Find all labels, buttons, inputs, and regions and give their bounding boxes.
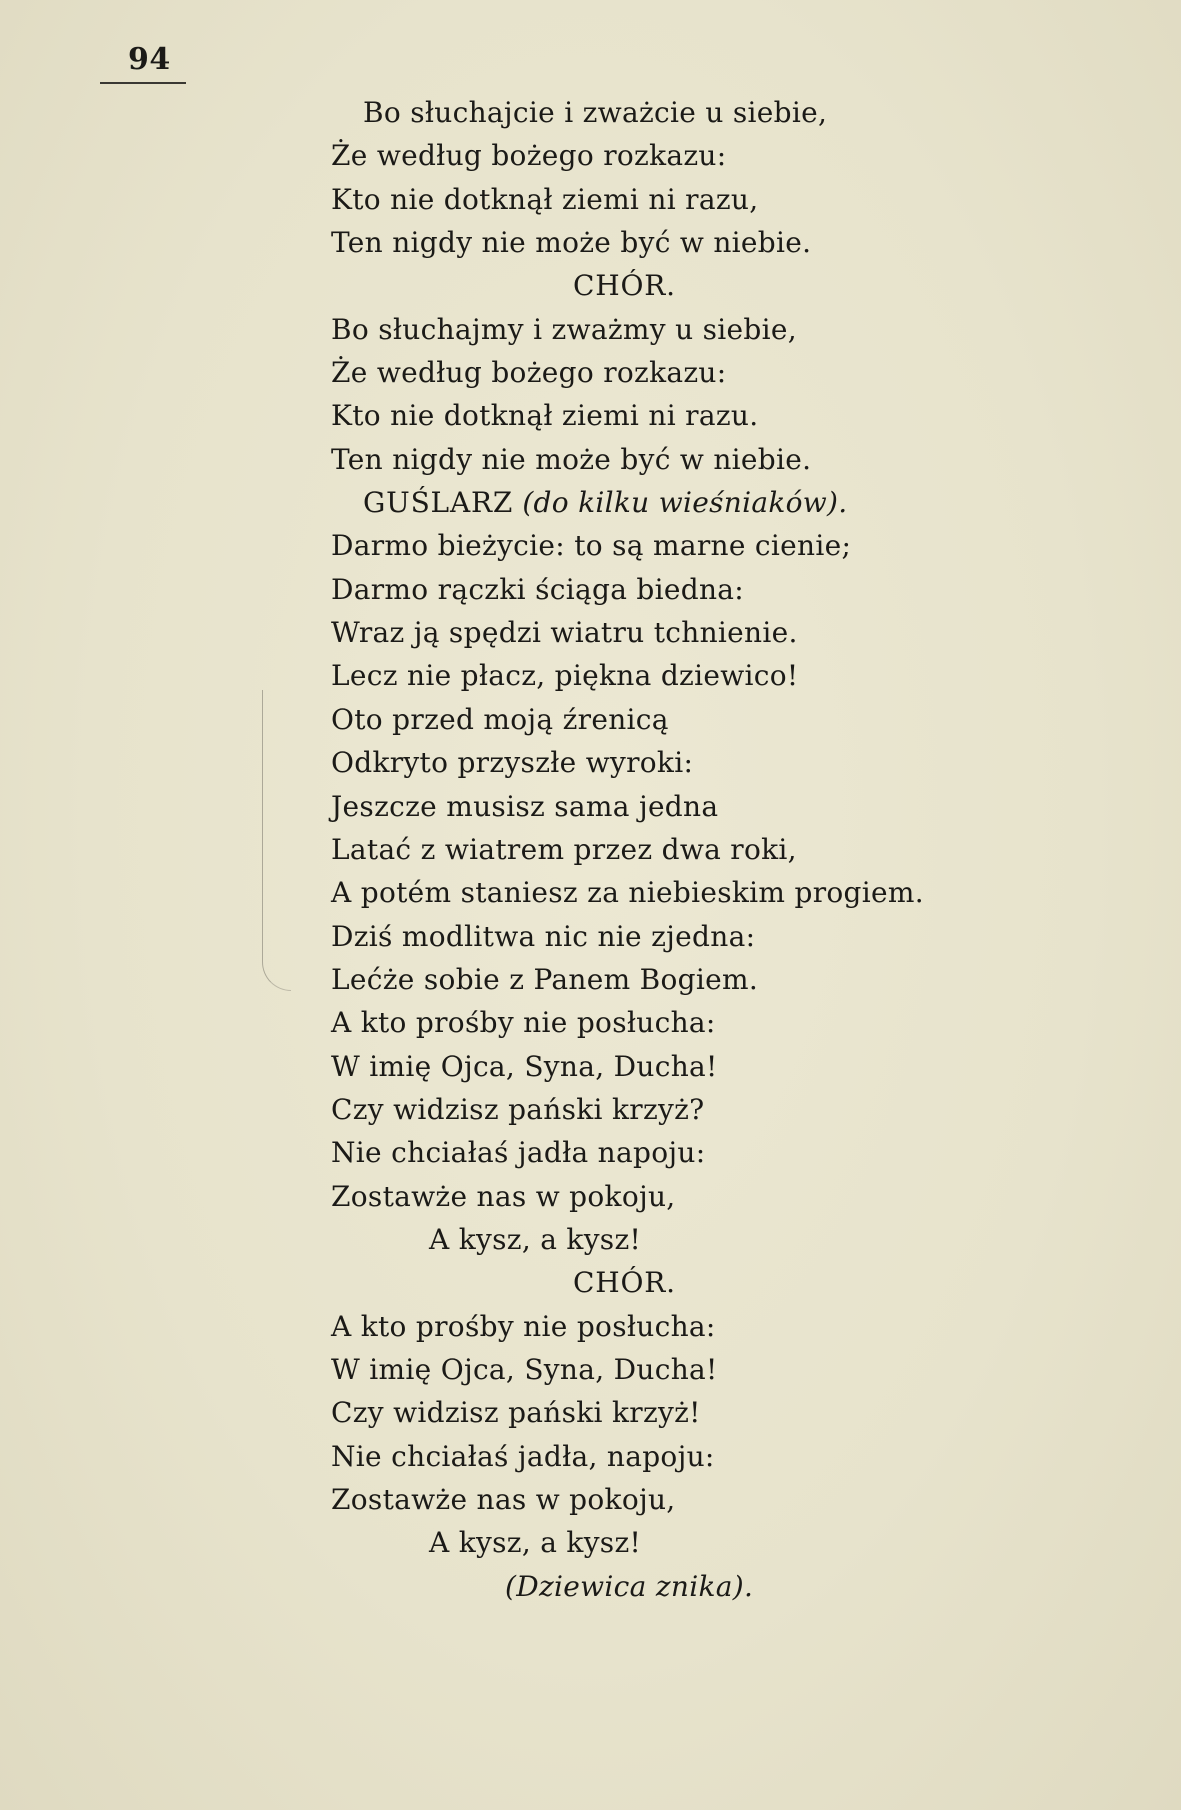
verse-line: Że według bożego rozkazu: [331, 139, 727, 173]
speaker-heading-chor: CHÓR. [573, 269, 676, 303]
stage-direction: (do kilku wieśniaków). [522, 486, 848, 520]
verse-line: Jeszcze musisz sama jedna [331, 789, 719, 823]
verse-line: Nie chciałaś jadła, napoju: [331, 1439, 715, 1473]
verse-line: A potém staniesz za niebieskim progiem. [331, 876, 924, 910]
verse-line: Czy widzisz pański krzyż! [331, 1396, 701, 1430]
verse-line: Odkryto przyszłe wyroki: [331, 746, 694, 780]
verse-line: Wraz ją spędzi wiatru tchnienie. [331, 616, 798, 650]
verse-line: Że według bożego rozkazu: [331, 356, 727, 390]
verse-line: Nie chciałaś jadła napoju: [331, 1136, 706, 1170]
verse-line: Darmo bieżycie: to są marne cienie; [331, 529, 852, 563]
verse-line: W imię Ojca, Syna, Ducha! [331, 1049, 718, 1083]
verse-line: Bo słuchajcie i zważcie u siebie, [363, 96, 828, 129]
verse-line: Lecz nie płacz, piękna dziewico! [331, 659, 799, 693]
verse-line: Kto nie dotknął ziemi ni razu. [331, 399, 759, 433]
verse-line: A kysz, a kysz! [429, 1526, 642, 1560]
verse-line: Oto przed moją źrenicą [331, 702, 669, 736]
verse-line: Zostawże nas w pokoju, [331, 1483, 676, 1516]
verse-line: A kysz, a kysz! [429, 1222, 642, 1256]
speaker-heading-guslarz [0, 481, 1181, 524]
verse-line: A kto prośby nie posłucha: [331, 1309, 716, 1343]
stage-direction: (Dziewica znika). [505, 1569, 754, 1603]
poem-text [0, 91, 1181, 1608]
speaker-name: GUŚLARZ [363, 486, 514, 520]
verse-line: Latać z wiatrem przez dwa roki, [331, 832, 797, 866]
verse-line: A kto prośby nie posłucha: [331, 1006, 716, 1040]
verse-line: Czy widzisz pański krzyż? [331, 1092, 705, 1126]
speaker-heading-chor: CHÓR. [573, 1266, 676, 1300]
verse-line: Darmo rączki ściąga biedna: [331, 572, 745, 606]
verse-line: Dziś modlitwa nic nie zjedna: [331, 919, 756, 953]
verse-line: W imię Ojca, Syna, Ducha! [331, 1352, 718, 1386]
page-number: 94 [128, 42, 171, 77]
verse-line: Bo słuchajmy i zważmy u siebie, [331, 312, 797, 346]
verse-line: Ten nigdy nie może być w niebie. [331, 226, 812, 260]
verse-line: Zostawże nas w pokoju, [331, 1179, 676, 1213]
verse-line: Lećże sobie z Panem Bogiem. [331, 962, 759, 996]
page-number-rule [100, 82, 186, 84]
verse-line: Ten nigdy nie może być w niebie. [331, 442, 812, 476]
verse-line: Kto nie dotknął ziemi ni razu, [331, 182, 759, 216]
